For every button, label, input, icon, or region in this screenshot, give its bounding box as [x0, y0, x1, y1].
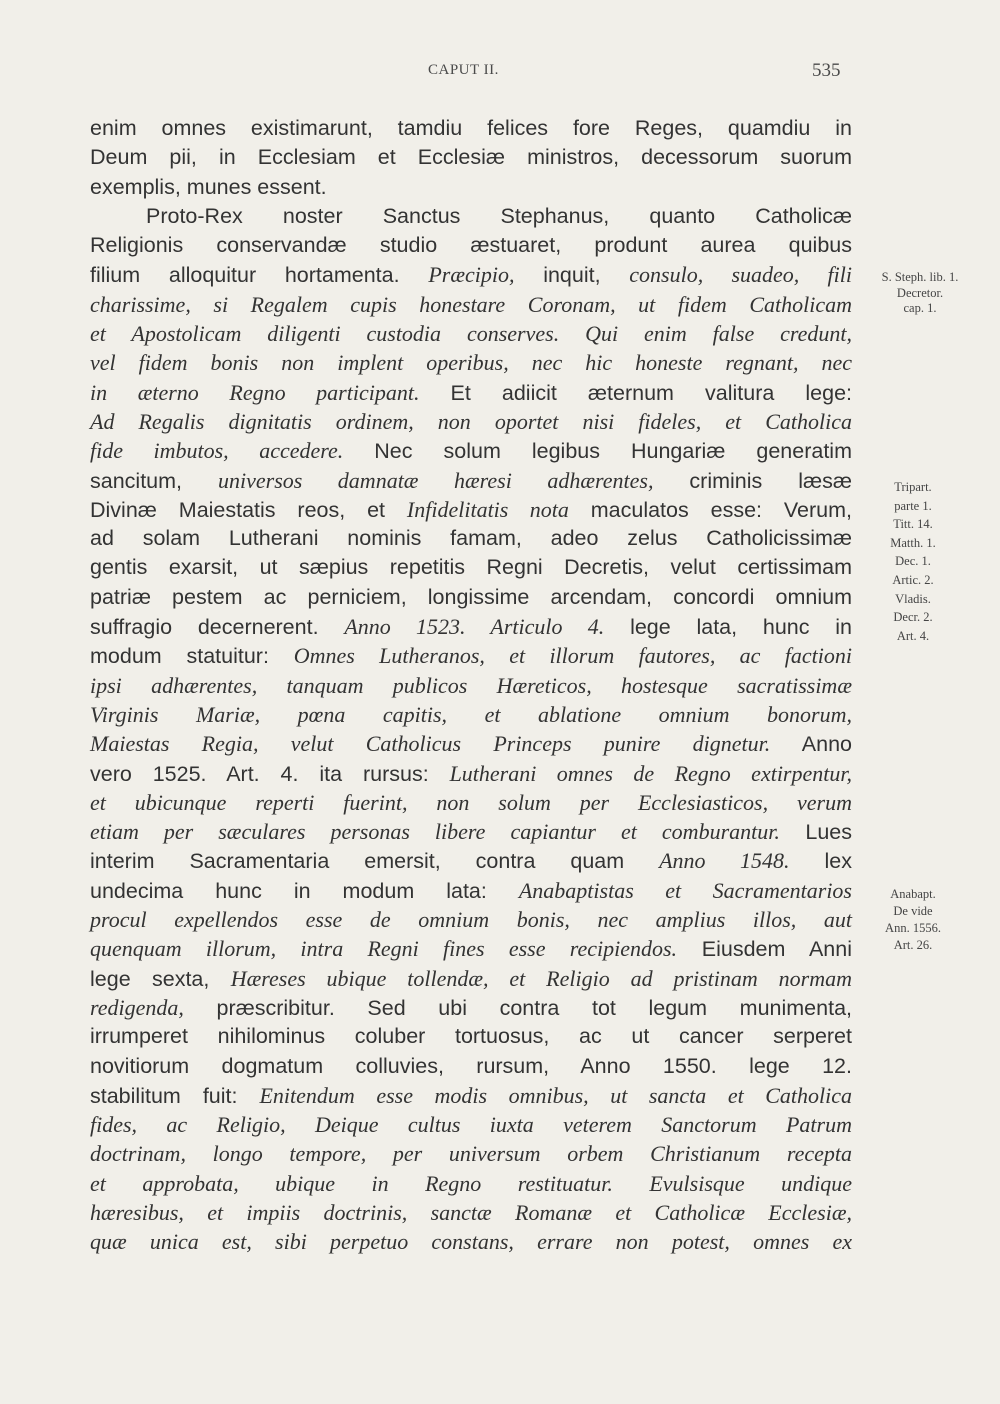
italic-segment: Virginis Mariæ, pœna capitis, et ablatione omnium bonorum,	[90, 701, 852, 727]
text-line	[90, 1022, 852, 1051]
italic-segment: charissime, si Regalem cupis honestare Coronam, ut fidem Catholicam	[90, 291, 852, 317]
text-segment: præscribitur. Sed ubi contra tot legum munimenta,	[183, 995, 852, 1020]
italic-segment: ipsi adhærentes, tanquam publicos Hæreticos, hostesque sacratissimæ	[90, 672, 852, 698]
text-segment: gentis exarsit, ut sæpius repetitis Regni Decretis, velut certissimam	[90, 555, 852, 580]
italic-segment: consulo, suadeo, fili	[629, 262, 852, 288]
text-segment: Eiusdem Anni	[677, 937, 852, 962]
text-line	[90, 905, 852, 934]
text-line	[90, 700, 852, 729]
text-line	[90, 788, 852, 817]
margin-note-line: Ann. 1556.	[885, 921, 941, 935]
text-segment: Religionis conservandæ studio æstuaret, produnt aurea quibus	[90, 233, 852, 258]
margin-note-line: Art. 4.	[896, 628, 930, 643]
text-line	[90, 260, 852, 289]
margin-note-line: cap. 1.	[903, 301, 937, 315]
text-segment: sancitum,	[90, 468, 218, 493]
italic-segment: Maiestas Regia, velut Catholicus Princeps punire dignetur.	[90, 731, 771, 757]
text-segment: irrumperet nihilominus coluber tortuosus, ac ut cancer serperet	[90, 1024, 852, 1049]
running-head	[0, 60, 1000, 86]
italic-segment: et Apostolicam diligenti custodia conserves. Qui enim false credunt,	[90, 321, 852, 347]
text-segment: ad solam Lutherani nominis famam, adeo zelus Catholicissimæ	[90, 526, 852, 551]
text-line	[90, 173, 852, 202]
text-segment: enim omnes existimarunt, tamdiu felices fore Reges, quamdiu in	[90, 116, 852, 140]
text-line	[90, 114, 852, 143]
italic-segment: Hæreses ubique tollendæ, et Religio ad pristinam normam	[230, 965, 852, 991]
italic-segment: fides, ac Religio, Deique cultus iuxta veterem Sanctorum Patrum	[90, 1112, 852, 1138]
text-line	[90, 846, 852, 875]
text-line	[90, 466, 852, 495]
italic-segment: doctrinam, longo tempore, per universum orbem Christianum recepta	[90, 1141, 852, 1167]
italic-segment: Omnes Lutheranos, et illorum fautores, ac factioni	[293, 643, 852, 669]
text-segment: undecima hunc in modum lata:	[90, 878, 519, 903]
text-segment: lege lata, hunc in	[604, 615, 852, 640]
italic-segment: Anno 1523. Articulo 4.	[344, 614, 605, 640]
text-line	[90, 1198, 852, 1227]
text-line	[90, 378, 852, 407]
italic-segment: Lutherani omnes de Regno extirpentur,	[449, 760, 852, 786]
running-head-title: CAPUT II.	[428, 62, 499, 78]
text-line	[90, 436, 852, 465]
text-line	[90, 553, 852, 582]
italic-segment: procul expellendos esse de omnium bonis, nec amplius illos, aut	[90, 907, 852, 933]
text-line	[90, 729, 852, 758]
margin-note-line: parte 1.	[894, 498, 932, 513]
margin-note-line: Matth. 1.	[890, 535, 936, 550]
text-line	[90, 290, 852, 319]
italic-segment: quenquam illorum, intra Regni fines esse recipiendos.	[90, 936, 678, 962]
text-segment: suffragio decernerent.	[90, 615, 345, 640]
text-segment: interim Sacramentaria emersit, contra quam	[90, 849, 660, 874]
text-segment: inquit,	[514, 263, 630, 288]
text-line	[90, 202, 852, 231]
text-line	[90, 524, 852, 553]
text-line	[90, 993, 852, 1022]
italic-segment: Anabaptistas et Sacramentarios	[518, 877, 852, 903]
text-line	[90, 1139, 852, 1168]
italic-segment: fide imbutos, accedere.	[90, 438, 344, 464]
italic-segment: redigenda,	[90, 994, 184, 1020]
margin-note-anabapt	[868, 886, 958, 954]
text-segment: maculatos esse: Verum,	[568, 497, 852, 522]
text-segment: lege sexta,	[90, 966, 231, 991]
margin-note-line: Anabapt.	[890, 887, 936, 901]
italic-segment: in æterno Regno participant.	[90, 379, 420, 405]
text-segment: criminis læsæ	[653, 468, 853, 493]
margin-note-st-stephen	[870, 270, 970, 317]
text-line	[90, 143, 852, 172]
margin-note-line: Artic. 2.	[892, 572, 934, 587]
italic-segment: hæresibus, et impiis doctrinis, sanctæ Romanæ et Catholicæ Ecclesiæ,	[90, 1199, 852, 1225]
text-line	[90, 231, 852, 260]
body-text	[90, 114, 852, 1257]
text-line	[90, 641, 852, 670]
text-line	[90, 934, 852, 963]
italic-segment: quæ unica est, sibi perpetuo constans, errare non potest, omnes ex	[90, 1229, 852, 1255]
text-segment: patriæ pestem ac perniciem, longissime arcendam, concordi omnium	[90, 584, 852, 609]
italic-segment: Anno 1548.	[659, 848, 790, 874]
italic-segment: Ad Regalis dignitatis ordinem, non oportet nisi fideles, et Catholica	[90, 408, 852, 434]
italic-segment: etiam per sæculares personas libere capiantur et comburantur.	[90, 819, 780, 845]
text-line	[90, 759, 852, 788]
margin-note-line: S. Steph. lib. 1.	[881, 270, 959, 284]
italic-segment: Enitendum esse modis omnibus, ut sancta et Catholica	[259, 1082, 852, 1108]
text-segment: vero 1525. Art. 4. ita rursus:	[90, 761, 450, 786]
text-segment: novitiorum dogmatum colluvies, rursum, Anno 1550. lege 12.	[90, 1053, 852, 1078]
text-line	[90, 319, 852, 348]
text-line	[90, 495, 852, 524]
text-line	[90, 876, 852, 905]
margin-note-line: Titt. 14.	[893, 517, 933, 532]
margin-note-line: Dec. 1.	[895, 554, 931, 569]
italic-segment: et ubicunque reperti fuerint, non solum per Ecclesiasticos, verum	[90, 789, 852, 815]
text-segment: stabilitum fuit:	[90, 1083, 260, 1108]
margin-note-line: Art. 26.	[893, 938, 933, 952]
margin-note-line: Tripart.	[894, 480, 932, 494]
text-segment: Proto-Rex noster Sanctus Stephanus, quanto Catholicæ	[146, 203, 852, 228]
text-line	[90, 964, 852, 993]
text-line	[90, 1227, 852, 1256]
text-segment: Lues	[779, 820, 852, 845]
text-segment: Divinæ Maiestatis reos, et	[90, 497, 407, 522]
text-segment: Nec solum legibus Hungariæ generatim	[343, 439, 852, 464]
text-line	[90, 407, 852, 436]
text-line	[90, 1052, 852, 1081]
text-segment: exemplis, munes essent.	[90, 174, 327, 199]
italic-segment: Præcipio,	[428, 262, 515, 288]
text-line	[90, 1169, 852, 1198]
text-segment: modum statuitur:	[90, 644, 294, 669]
text-line	[90, 817, 852, 846]
text-segment: Et adiicit æternum valitura lege:	[419, 380, 852, 405]
margin-note-line: Decretor.	[896, 285, 944, 300]
text-line	[90, 583, 852, 612]
text-segment: Anno	[770, 732, 852, 757]
text-line	[90, 671, 852, 700]
text-segment: Deum pii, in Ecclesiam et Ecclesiæ ministros, decessorum suorum	[90, 145, 852, 170]
text-segment: filium alloquitur hortamenta.	[90, 263, 429, 288]
margin-note-tripart	[870, 478, 956, 645]
italic-segment: universos damnatæ hæresi adhærentes,	[217, 467, 654, 493]
page-number: 535	[812, 60, 841, 81]
text-line	[90, 1081, 852, 1110]
italic-segment: Infidelitatis nota	[406, 496, 569, 522]
margin-note-line: Decr. 2.	[893, 610, 933, 625]
italic-segment: et approbata, ubique in Regno restituatur. Evulsisque undique	[90, 1170, 852, 1196]
margin-note-line: De vide	[893, 904, 933, 918]
margin-note-line: Vladis.	[895, 591, 931, 606]
text-line	[90, 348, 852, 377]
text-line	[90, 612, 852, 641]
italic-segment: vel fidem bonis non implent operibus, nec hic honeste regnant, nec	[90, 350, 852, 376]
text-segment: lex	[789, 849, 852, 874]
text-line	[90, 1110, 852, 1139]
